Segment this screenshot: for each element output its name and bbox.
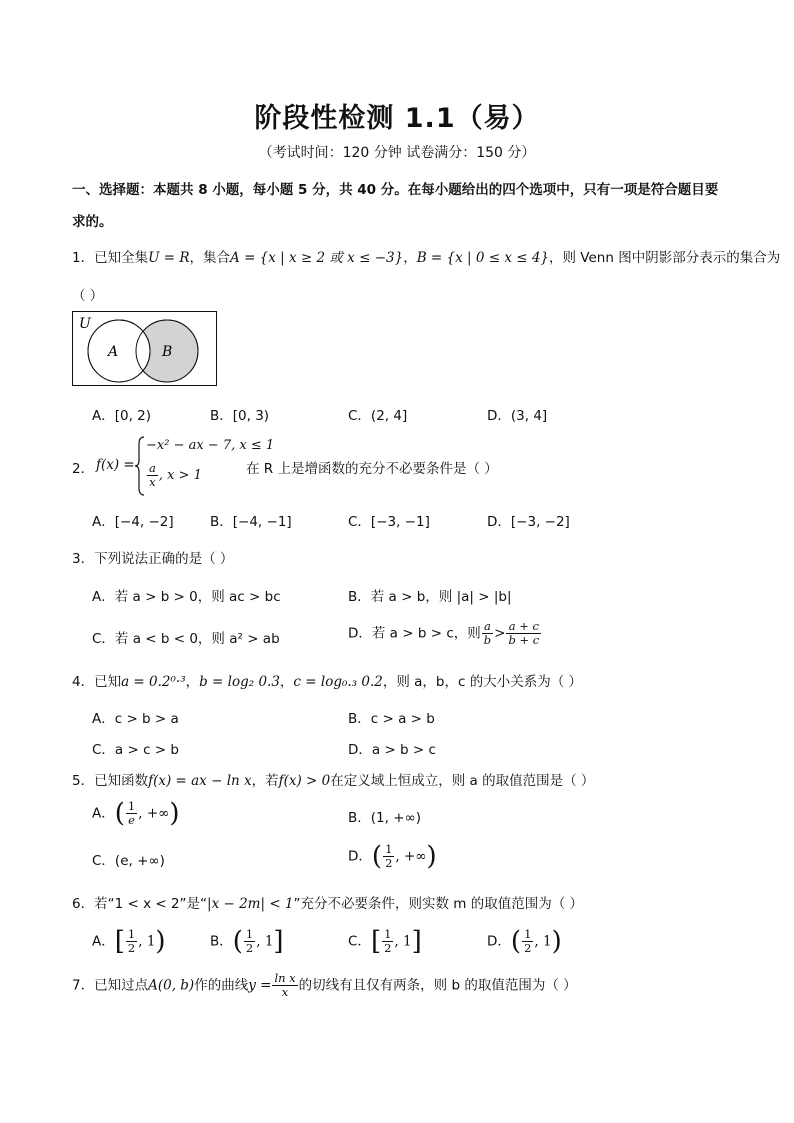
q5-option-d[interactable]: D．( $\frac{1}{2}$ , +∞) (348, 841, 437, 872)
venn-label-u: U (79, 316, 91, 332)
q2-option-b[interactable]: B．[−4, −1] (210, 514, 292, 530)
question-2-text: 在 R 上是增函数的充分不必要条件是（ ） (246, 461, 498, 477)
q3-option-d[interactable]: D．若 a > b > c，则 $\frac{a}{b}$ > $\frac{a + c}{b + c}$ (348, 619, 540, 647)
q6-option-b[interactable]: B．( $\frac{1}{2}$ , 1] (210, 926, 284, 957)
q2-case-2: $\frac{a}{x}$ , x > 1 (149, 461, 202, 489)
q2-brace (135, 436, 145, 496)
question-2-number: 2． (72, 461, 95, 477)
q3-option-a[interactable]: A．若 a > b > 0，则 ac > bc (92, 589, 281, 605)
q5-option-a[interactable]: A．( $\frac{1}{e}$ , +∞) (92, 798, 180, 829)
q1-option-b[interactable]: B．[0, 3) (210, 408, 270, 424)
q5-option-c[interactable]: C．(e, +∞) (92, 853, 165, 869)
q2-option-d[interactable]: D．[−3, −2] (487, 514, 570, 530)
question-3: 3．下列说法正确的是（ ） (72, 551, 234, 567)
q4-option-b[interactable]: B．c > a > b (348, 711, 435, 727)
q5-option-b[interactable]: B．(1, +∞) (348, 810, 422, 826)
question-1-paren: （ ） (72, 288, 104, 304)
q4-option-d[interactable]: D．a > b > c (348, 742, 436, 758)
section-heading-line1: 一、选择题：本题共 8 小题，每小题 5 分，共 40 分。在每小题给出的四个选项中，只有一项是符合题目要 (72, 182, 719, 198)
q6-option-a[interactable]: A．[ $\frac{1}{2}$ , 1) (92, 926, 166, 957)
q3-option-b[interactable]: B．若 a > b，则 |a| > |b| (348, 589, 512, 605)
venn-label-a: A (108, 344, 119, 360)
section-heading-line2: 求的。 (72, 214, 113, 230)
question-1: 1．已知全集U = R，集合A = {x | x ≥ 2 或 x ≤ −3}，B = {x | 0 ≤ x ≤ 4}，则 Venn 图中阴影部分表示的集合为 (72, 250, 781, 266)
q2-case-1: −x² − ax − 7, x ≤ 1 (146, 438, 275, 453)
q1-option-c[interactable]: C．(2, 4] (348, 408, 408, 424)
q1-option-d[interactable]: D．(3, 4] (487, 408, 548, 424)
question-5: 5．已知函数f(x) = ax − ln x，若f(x) > 0在定义域上恒成立，则 a 的取值范围是（ ） (72, 773, 595, 789)
q2-option-a[interactable]: A．[−4, −2] (92, 514, 174, 530)
q1-option-a[interactable]: A．[0, 2) (92, 408, 152, 424)
question-6: 6．若“1 < x < 2”是“|x − 2m| < 1”充分不必要条件，则实数 m 的取值范围为（ ） (72, 896, 584, 912)
q2-option-c[interactable]: C．[−3, −1] (348, 514, 430, 530)
q2-function-label: f(x) = (96, 457, 135, 473)
venn-diagram (72, 311, 218, 387)
q6-option-d[interactable]: D．( $\frac{1}{2}$ , 1) (487, 926, 562, 957)
q4-option-c[interactable]: C．a > c > b (92, 742, 179, 758)
q6-option-c[interactable]: C．[ $\frac{1}{2}$ , 1] (348, 926, 422, 957)
question-7: 7．已知过点A(0, b)作的曲线y = $\frac{\text{ln x}}{x}$ 的切线有且仅有两条，则 b 的取值范围为（ ） (72, 971, 577, 999)
exam-info: （考试时间：120 分钟 试卷满分：150 分） (258, 145, 536, 161)
q4-option-a[interactable]: A．c > b > a (92, 711, 179, 727)
q3-option-c[interactable]: C．若 a < b < 0，则 a² > ab (92, 631, 280, 647)
venn-label-b: B (162, 344, 173, 360)
page-title: 阶段性检测 1.1（易） (254, 103, 540, 134)
question-4: 4．已知a = 0.2⁰·³，b = log₂ 0.3，c = log₀.₃ 0.2，则 a，b，c 的大小关系为（ ） (72, 674, 582, 690)
